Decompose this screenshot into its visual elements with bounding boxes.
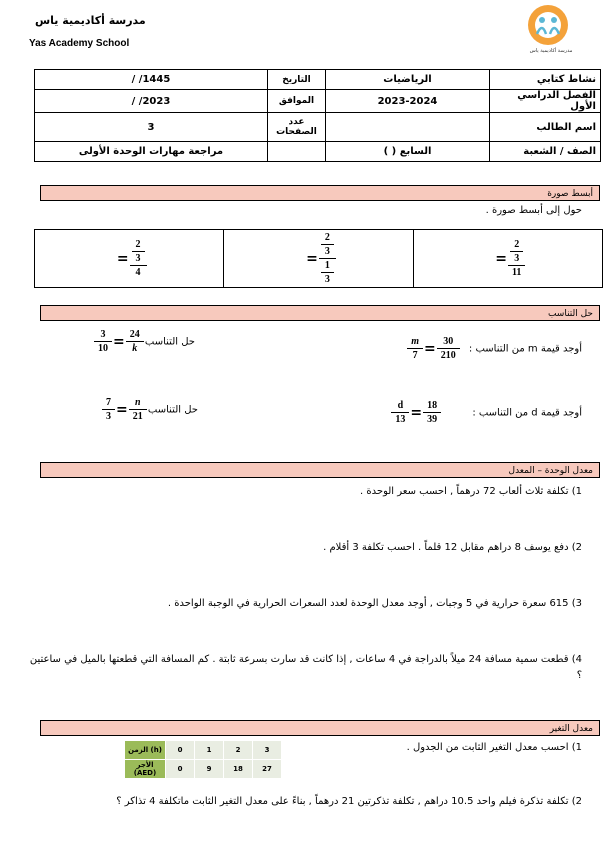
question-text: 3) 615 سعرة حرارية في 5 وجبات , أوجد معدل الوحدة لعدد السعرات الحرارية في الوجبة الواحدة .: [167, 598, 582, 609]
complex-fraction: [321, 231, 334, 286]
simplify-table: [34, 229, 603, 288]
denominator: 3: [135, 253, 141, 264]
denominator: 13: [395, 414, 406, 425]
school-name-english: Yas Academy School: [29, 38, 130, 49]
question-text: 1) احسب معدل التغير الثابت من الجدول .: [406, 742, 582, 753]
proportion-question-m: أوجد قيمة m من التناسب : $\frac{m}{7}$ = $\frac{30}{210}$: [409, 335, 582, 362]
numerator: d: [397, 400, 404, 411]
info-table: [34, 69, 601, 162]
denominator: 21: [132, 411, 143, 422]
info-label: [268, 142, 326, 162]
proportion-question-n: حل التناسب $\frac{7}{3}$ = $\frac{n}{21}$: [104, 396, 198, 423]
info-row: [35, 70, 601, 90]
table-row: [125, 760, 282, 779]
row-header: الأجر (AED): [125, 760, 166, 779]
table-cell: 0: [166, 760, 195, 779]
info-row: [35, 142, 601, 162]
info-label: اسم الطالب: [490, 113, 601, 142]
question-text: 2) دفع يوسف 8 دراهم مقابل 12 قلماً . احسب تكلفة 3 أقلام .: [323, 542, 582, 553]
table-cell: 1: [195, 741, 224, 760]
table-cell: 9: [195, 760, 224, 779]
section-title-simplest-form: أبسط صورة: [40, 185, 600, 201]
info-value: مراجعة مهارات الوحدة الأولى: [35, 142, 268, 162]
denominator: 210: [440, 350, 456, 361]
student-name-field[interactable]: [326, 113, 490, 142]
table-cell: 2: [224, 741, 253, 760]
rate-table: [124, 740, 282, 779]
section-title-proportions: حل التناسب: [40, 305, 600, 321]
table-row: [125, 741, 282, 760]
numerator: m: [411, 336, 419, 347]
numerator: 30: [443, 336, 454, 347]
info-value: الرياضيات: [326, 70, 490, 90]
instruction-text: حول إلى أبسط صورة .: [485, 205, 582, 216]
info-label: التاريخ: [268, 70, 326, 90]
info-value: 3: [35, 113, 268, 142]
numerator: 7: [106, 397, 111, 408]
outer-denominator: 11: [511, 267, 522, 278]
table-cell: 18: [224, 760, 253, 779]
info-label: الصف / الشعبة: [490, 142, 601, 162]
numerator: 24: [129, 329, 140, 340]
equals-sign: =: [495, 250, 507, 267]
simplify-cell[interactable]: [413, 230, 602, 287]
question-label: حل التناسب: [144, 336, 195, 348]
proportion-question-d: أوجد قيمة d من التناسب : $\frac{d}{13}$ = $\frac{18}{39}$: [393, 399, 582, 426]
question-label: أوجد قيمة d من التناسب :: [472, 407, 582, 419]
info-label: نشاط كتابي: [490, 70, 601, 90]
logo-caption: مدرسة أكاديمية ياس: [529, 48, 573, 54]
info-value[interactable]: 2023/ /: [35, 90, 268, 113]
section-title-unit-rate: معدل الوحدة – المعدل: [40, 462, 600, 478]
row-header: الزمن (h): [125, 741, 166, 760]
table-cell: 27: [253, 760, 282, 779]
question-label: حل التناسب: [147, 404, 198, 416]
denominator: 3: [324, 246, 330, 257]
numerator: 18: [427, 400, 438, 411]
simplify-cell[interactable]: [35, 230, 223, 287]
numerator: 2: [135, 239, 141, 250]
complex-fraction: [510, 238, 523, 279]
denominator: 7: [412, 350, 418, 361]
info-value: 2023-2024: [326, 90, 490, 113]
denominator: k: [132, 343, 138, 354]
info-value[interactable]: 1445/ /: [35, 70, 268, 90]
question-label: أوجد قيمة m من التناسب :: [468, 343, 582, 355]
equals-sign: =: [306, 250, 318, 267]
school-name-arabic: مدرسة أكاديمية ياس: [35, 14, 146, 27]
numerator: 3: [100, 329, 106, 340]
info-row: [35, 90, 601, 113]
info-label: عدد الصفحات: [268, 113, 326, 142]
denominator: 3: [106, 411, 111, 422]
denominator: 3: [324, 274, 330, 285]
denominator: 10: [98, 343, 108, 354]
denominator: 39: [427, 414, 438, 425]
info-label: الموافق: [268, 90, 326, 113]
school-logo: [519, 4, 577, 46]
info-value[interactable]: السابع ( ): [326, 142, 490, 162]
table-cell: 3: [253, 741, 282, 760]
proportion-question-k: حل التناسب $\frac{3}{10}$ = $\frac{24}{k}$: [96, 328, 195, 355]
info-row: [35, 113, 601, 142]
simplify-cell[interactable]: [223, 230, 412, 287]
section-title-rate-of-change: معدل التغير: [40, 720, 600, 736]
question-text: 4) قطعت سمية مسافة 24 ميلاً بالدراجة في 4 ساعات , إذا كانت قد سارت بسرعة ثابتة . كم المسافة التي قطعتها بالميل في ساعتين ؟: [29, 654, 582, 681]
info-label: الفصل الدراسي الأول: [490, 90, 601, 113]
complex-fraction: [132, 238, 145, 279]
question-text: 1) تكلفة ثلاث ألعاب 72 درهماً , احسب سعر الوحدة .: [360, 486, 582, 497]
table-cell: 0: [166, 741, 195, 760]
question-text: 2) تكلفة تذكرة فيلم واحد 10.5 دراهم , تكلفة تذكرتين 21 درهماً , بناءً على معدل التغير الثابت ماتكلفة 4 تذاكر ؟: [116, 796, 582, 807]
numerator: 1: [324, 260, 330, 271]
equals-sign: =: [116, 250, 129, 267]
numerator: 2: [514, 239, 520, 250]
denominator: 3: [514, 253, 520, 264]
numerator: 2: [324, 232, 330, 243]
numerator: n: [134, 397, 141, 408]
outer-denominator: 4: [135, 267, 141, 278]
